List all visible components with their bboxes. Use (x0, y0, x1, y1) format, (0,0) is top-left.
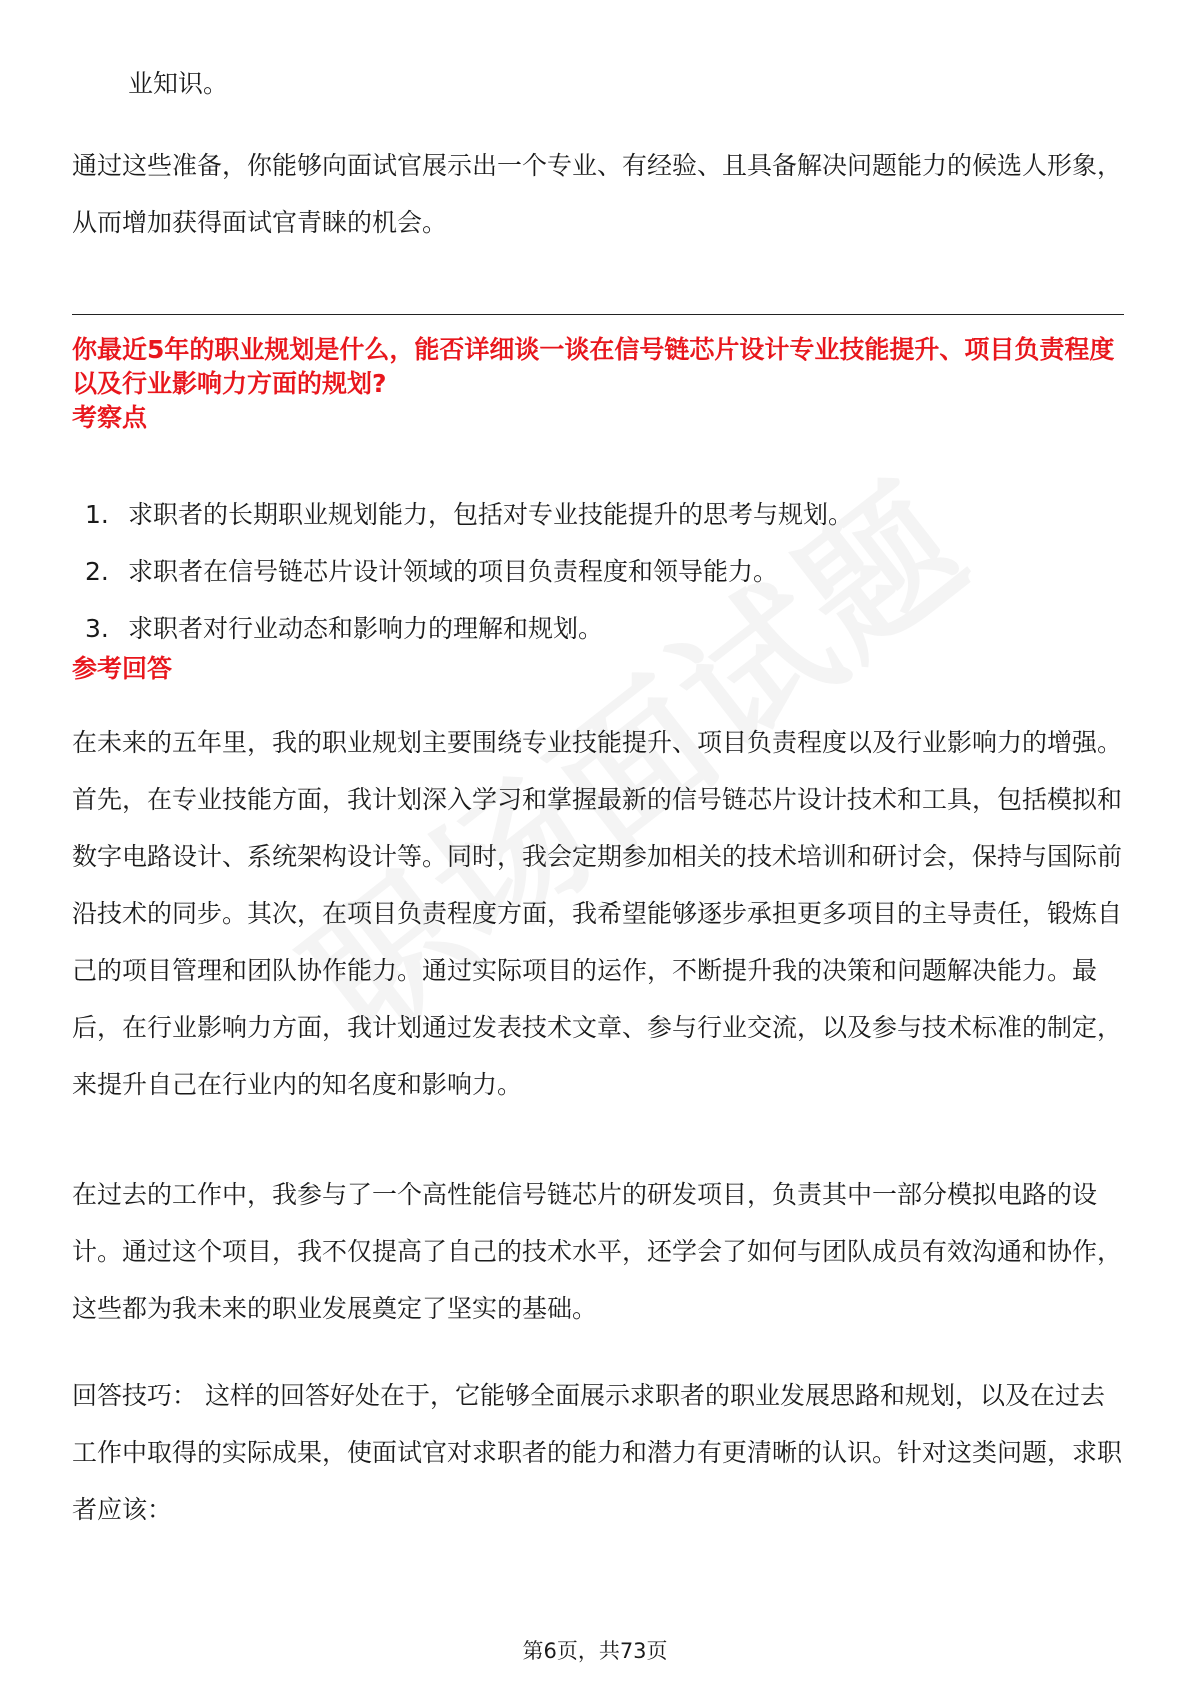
list-item-text: 求职者在信号链芯片设计领域的项目负责程度和领导能力。 (128, 557, 779, 586)
list-item-number: 1. (85, 500, 109, 529)
list-item-text: 求职者的长期职业规划能力，包括对专业技能提升的思考与规划。 (128, 500, 854, 529)
intro-closing-paragraph: 通过这些准备，你能够向面试官展示出一个专业、有经验、且具备解决问题能力的候选人形象，从而增加获得面试官青睐的机会。 (72, 151, 1123, 237)
assessment-list (72, 497, 1124, 668)
list-item-number: 3. (85, 614, 109, 643)
list-item (72, 611, 1124, 668)
page-number: 第6页，共73页 (522, 1639, 668, 1663)
assessment-heading: 考察点 (72, 403, 148, 432)
list-item (72, 497, 1124, 554)
answer-tips-paragraph: 回答技巧： 这样的回答好处在于，它能够全面展示求职者的职业发展思路和规划，以及在过去工作中取得的实际成果，使面试官对求职者的能力和潜力有更清晰的认识。针对这类问题，求职者应该： (72, 1381, 1123, 1524)
question-heading: 你最近5年的职业规划是什么，能否详细谈一谈在信号链芯片设计专业技能提升、项目负责程度以及行业影响力方面的规划? (72, 335, 1115, 398)
list-item-number: 2. (85, 557, 109, 586)
intro-continuation: 业知识。 (128, 69, 229, 98)
list-item-text: 求职者对行业动态和影响力的理解和规划。 (128, 614, 604, 643)
reference-paragraph: 在未来的五年里，我的职业规划主要围绕专业技能提升、项目负责程度以及行业影响力的增强。首先，在专业技能方面，我计划深入学习和掌握最新的信号链芯片设计技术和工具，包括模拟和数字电路设计、系统架构设计等。同时，我会定期参加相关的技术培训和研讨会，保持与国际前沿技术的同步。其次，在项目负责程度方面，我希望能够逐步承担更多项目的主导责任，锻炼自己的项目管理和团队协作能力。通过实际项目的运作，不断提升我的决策和问题解决能力。最后，在行业影响力方面，我计划通过发表技术文章、参与行业交流，以及参与技术标准的制定，来提升自己在行业内的知名度和影响力。 (72, 728, 1123, 1099)
list-item (72, 554, 1124, 611)
reference-paragraph: 在过去的工作中，我参与了一个高性能信号链芯片的研发项目，负责其中一部分模拟电路的设计。通过这个项目，我不仅提高了自己的技术水平，还学会了如何与团队成员有效沟通和协作，这些都为我未来的职业发展奠定了坚实的基础。 (72, 1180, 1123, 1323)
section-divider (72, 314, 1124, 315)
reference-heading: 参考回答 (72, 654, 173, 683)
